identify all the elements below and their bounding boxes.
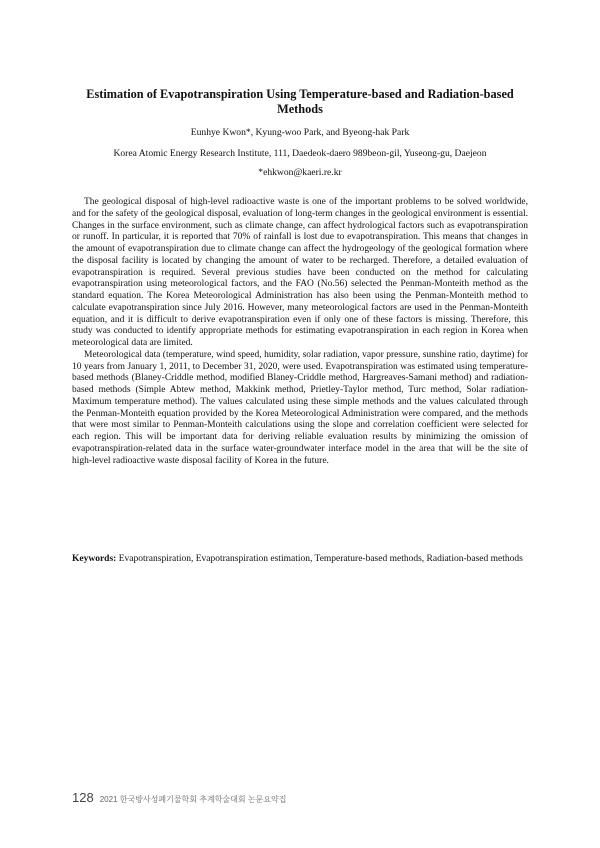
author-list: Eunhye Kwon*, Kyung-woo Park, and Byeong-hak Park [190, 127, 410, 138]
keywords-text: Evapotranspiration, Evapotranspiration estimation, Temperature-based methods, Radiation-based methods [116, 554, 523, 564]
keywords [72, 553, 528, 565]
proceedings-title: 2021 한국방사성폐기물학회 추계학술대회 논문요약집 [99, 795, 287, 804]
abstract-paragraph-1: The geological disposal of high-level radioactive waste is one of the important problems to be solved worldwide, and for the safety of the geological disposal, evaluation of long-term changes in the geological environment is essential. Changes in the surface environment, such as climate change, can affect hydrological factors such as evapotranspiration or runoff. In particular, it is reported that 70% of rainfall is lost due to evapotranspiration. This means that changes in the amount of evapotranspiration due to climate change can affect the hydrogeology of the geological formation where the disposal facility is located by changing the amount of water to be recharged. Therefore, a detailed evaluation of evapotranspiration is required. Several previous studies have been conducted on the method for calculating evapotranspiration using meteorological factors, and the FAO (No.56) selected the Penman-Monteith method as the standard equation. The Korea Meteorological Administration has also been using the Penman-Monteith method to calculate evapotranspiration since July 2016. However, many meteorological factors are used in the Penman-Monteith equation, and it is difficult to derive evapotranspiration even if only one of these factors is missing. Therefore, this study was conducted to identify appropriate methods for estimating evapotranspiration in each region in Korea when meteorological data are limited. [72, 197, 528, 348]
affiliation: Korea Atomic Energy Research Institute, 111, Daedeok-daero 989beon-gil, Yuseong-gu, Daejeon [113, 148, 487, 159]
abstract-body [72, 197, 528, 467]
paper-title: Estimation of Evapotranspiration Using Temperature-based and Radiation-based Methods [86, 87, 514, 116]
page-number: 128 [72, 790, 94, 805]
abstract-paragraph-2: Meteorological data (temperature, wind speed, humidity, solar radiation, vapor pressure, sunshine ratio, daytime) for 10 years from January 1, 2011, to December 31, 2020, were used. Evapotranspiration was estimated using temperature-based methods (Blaney-Criddle method, modified Blaney-Criddle method, Hargreaves-Samani method) and radiation-based methods (Simple Abtew method, Makkink method, Prietley-Taylor method, Turc method, Solar radiation-Maximum temperature method). The values calculated using these simple methods and the values calculated through the Penman-Monteith equation provided by the Korea Meteorological Administration were compared, and the methods that were most similar to Penman-Monteith calculations using the slope and correlation coefficient were selected for each region. This will be important data for deriving reliable evaluation results by minimizing the omission of evapotranspiration-related data in the surface water-groundwater interface model in the area that will be the site of high-level radioactive waste disposal facility of Korea in the future. [72, 349, 528, 466]
corresponding-email: *ehkwon@kaeri.re.kr [258, 167, 342, 178]
keywords-label: Keywords: [72, 554, 117, 564]
page-footer [72, 789, 472, 807]
